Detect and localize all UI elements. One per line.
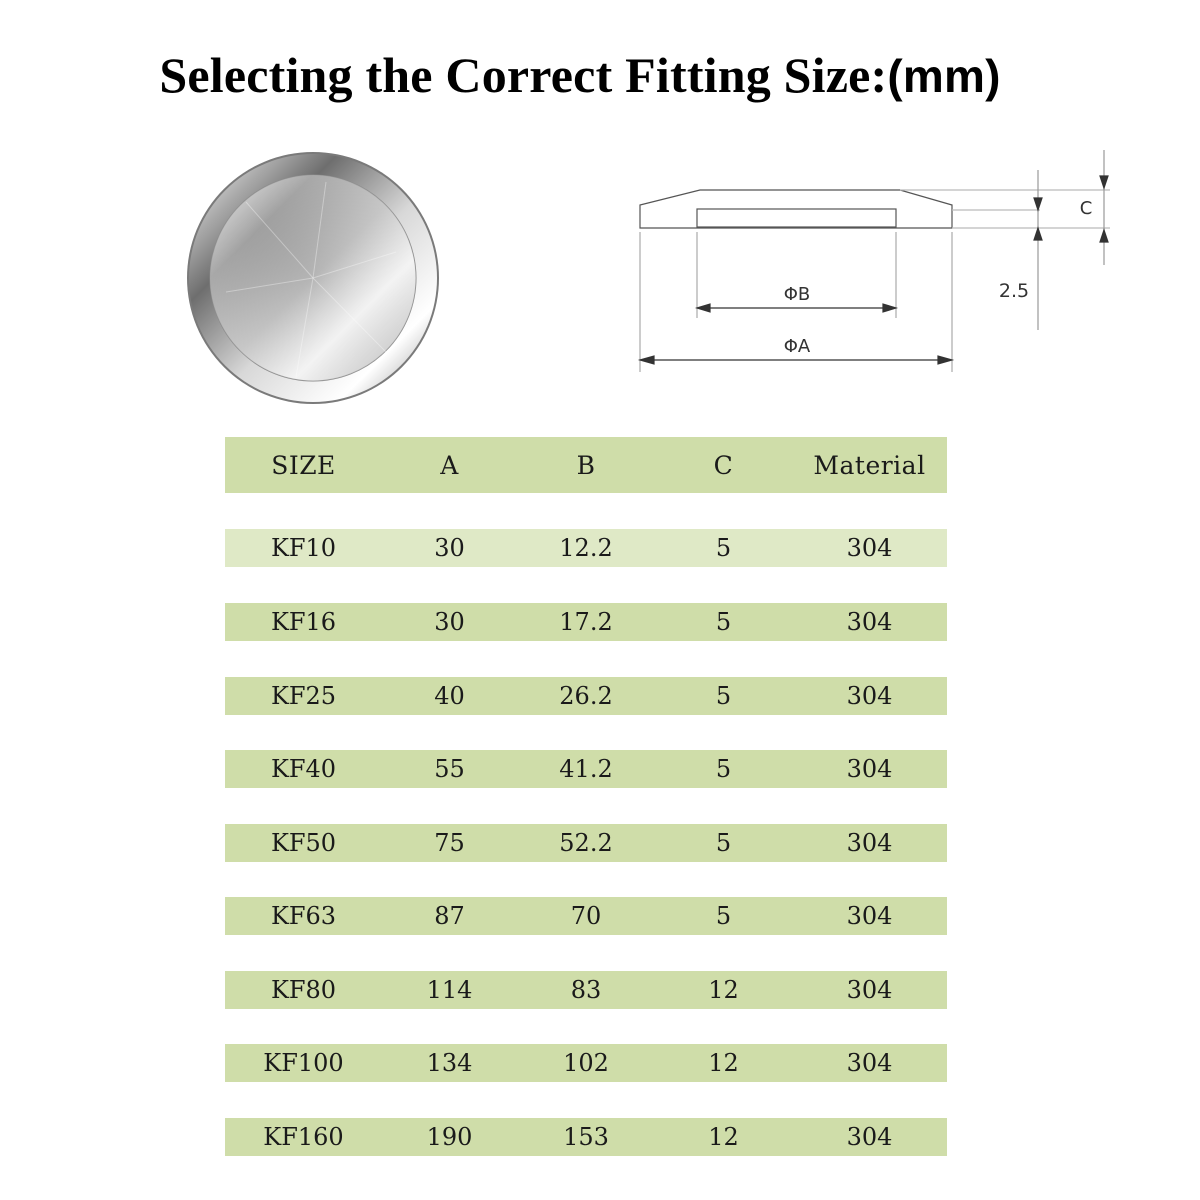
header-a: A xyxy=(440,450,459,480)
cell-material: 304 xyxy=(846,829,893,857)
flange-dimension-diagram xyxy=(590,140,1150,415)
cell-c: 5 xyxy=(715,755,732,783)
table-row xyxy=(225,824,947,862)
cell-c: 12 xyxy=(708,1123,739,1151)
cell-b: 83 xyxy=(570,976,602,1004)
title-unit: (mm) xyxy=(887,50,1001,102)
title-text: Selecting the Correct Fitting Size: xyxy=(159,47,888,103)
cell-size: KF16 xyxy=(270,608,337,636)
cell-a: 114 xyxy=(426,976,473,1004)
cell-a: 190 xyxy=(426,1123,473,1151)
cell-b: 70 xyxy=(570,902,602,930)
cell-material: 304 xyxy=(846,608,893,636)
header-size: SIZE xyxy=(271,450,336,480)
blank-flange-disc-icon xyxy=(186,152,440,404)
cell-a: 30 xyxy=(434,608,465,636)
cell-material: 304 xyxy=(846,534,893,562)
table-row xyxy=(225,603,947,641)
cell-b: 17.2 xyxy=(559,608,613,636)
cell-c: 12 xyxy=(708,976,739,1004)
cell-material: 304 xyxy=(846,755,893,783)
cell-c: 5 xyxy=(715,682,732,710)
cell-material: 304 xyxy=(846,1049,893,1077)
table-row xyxy=(225,1044,947,1082)
diagram-label-c: C xyxy=(1079,198,1093,219)
table-row xyxy=(225,971,947,1009)
cell-b: 26.2 xyxy=(559,682,613,710)
cell-size: KF63 xyxy=(270,902,337,930)
cell-a: 40 xyxy=(434,682,465,710)
table-row xyxy=(225,1118,947,1156)
cell-b: 12.2 xyxy=(559,534,613,562)
cell-size: KF10 xyxy=(270,534,337,562)
cell-size: KF40 xyxy=(270,755,337,783)
table-row xyxy=(225,750,947,788)
cell-b: 41.2 xyxy=(559,755,613,783)
diagram-label-b: ΦB xyxy=(783,284,811,305)
cell-a: 30 xyxy=(434,534,465,562)
cell-c: 5 xyxy=(715,534,732,562)
header-b: B xyxy=(576,450,596,480)
cell-size: KF80 xyxy=(270,976,337,1004)
cell-material: 304 xyxy=(846,682,893,710)
cell-a: 75 xyxy=(434,829,465,857)
diagram-label-thickness: 2.5 xyxy=(998,280,1030,302)
table-header xyxy=(225,437,947,493)
cell-b: 102 xyxy=(563,1049,609,1077)
cell-c: 5 xyxy=(715,829,732,857)
cell-c: 5 xyxy=(715,902,732,930)
cell-size: KF50 xyxy=(270,829,337,857)
cell-size: KF25 xyxy=(270,682,337,710)
cell-size: KF100 xyxy=(263,1049,344,1077)
cell-material: 304 xyxy=(846,902,893,930)
page-title xyxy=(0,46,1160,104)
cell-a: 87 xyxy=(434,902,465,930)
cell-material: 304 xyxy=(846,1123,893,1151)
cell-a: 134 xyxy=(426,1049,473,1077)
table-row xyxy=(225,677,947,715)
table-row xyxy=(225,529,947,567)
header-c: C xyxy=(713,450,734,480)
cell-c: 12 xyxy=(708,1049,739,1077)
cell-b: 153 xyxy=(563,1123,609,1151)
cell-material: 304 xyxy=(846,976,893,1004)
cell-a: 55 xyxy=(434,755,465,783)
cell-c: 5 xyxy=(715,608,732,636)
cell-size: KF160 xyxy=(263,1123,344,1151)
table-row xyxy=(225,897,947,935)
cell-b: 52.2 xyxy=(559,829,613,857)
diagram-label-a: ΦA xyxy=(783,336,811,357)
header-material: Material xyxy=(813,450,926,480)
